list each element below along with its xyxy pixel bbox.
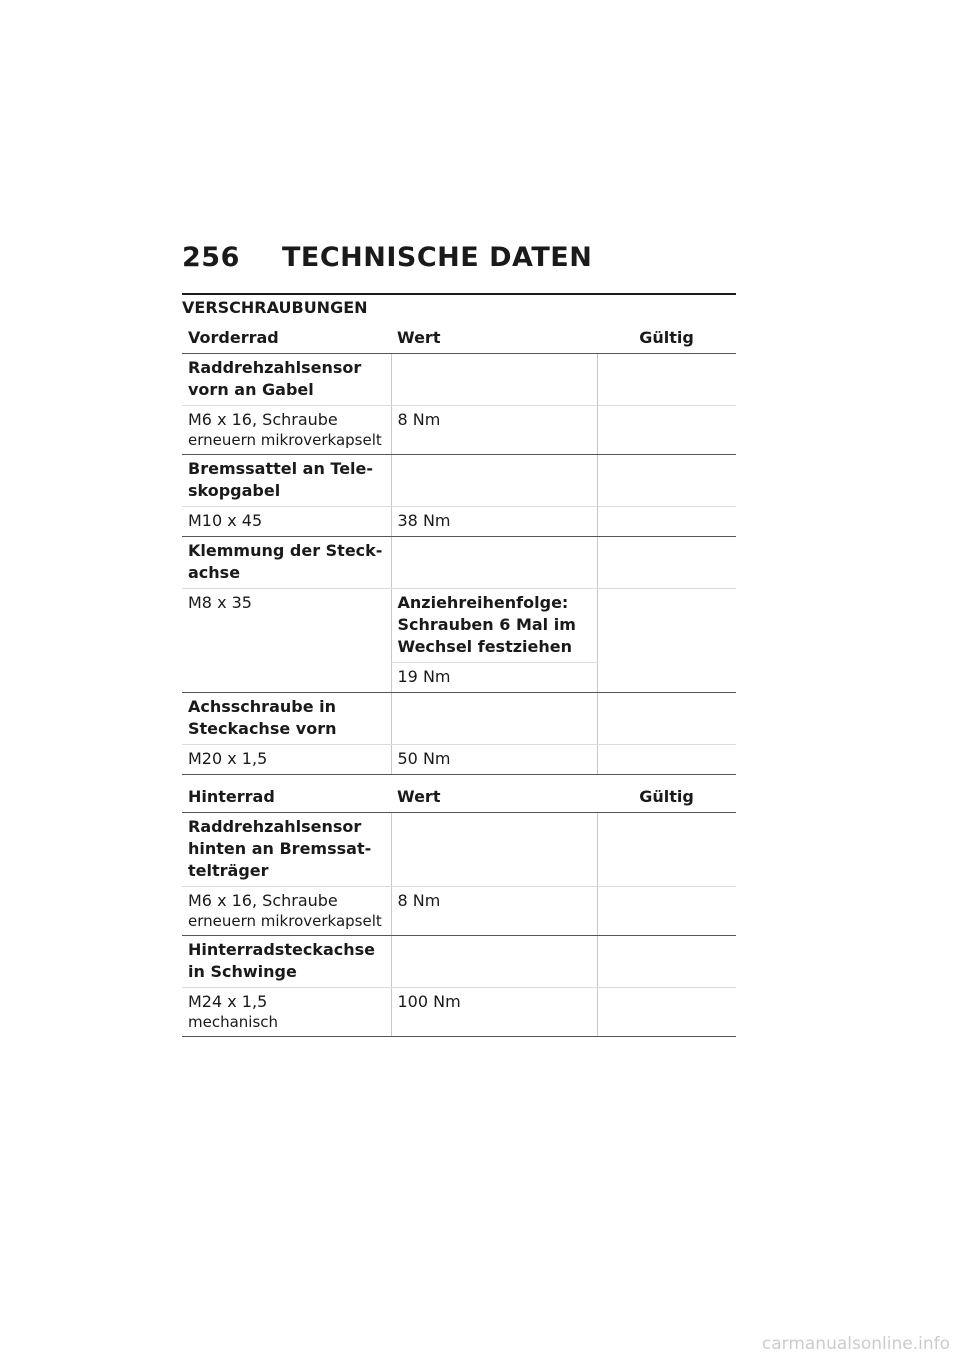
screw-spec: M24 x 1,5: [188, 992, 268, 1011]
spec-cell: [182, 887, 391, 936]
value-cell: [391, 537, 597, 589]
column-header-front-wheel: Vorderrad: [182, 323, 391, 354]
component-name: Bremssattel an Tele-skopgabel: [182, 455, 391, 507]
torque-value: 38 Nm: [391, 507, 597, 537]
value-cell: [391, 936, 597, 988]
screw-spec: M6 x 16, Schraube: [188, 891, 338, 910]
table-row: [182, 745, 736, 775]
torque-value: 19 Nm: [391, 663, 597, 693]
page-number: 256: [182, 242, 240, 273]
valid-cell: [597, 406, 736, 455]
table-row: [182, 455, 736, 507]
header-rule: [182, 293, 736, 295]
valid-cell: [597, 589, 736, 693]
torque-value: 8 Nm: [391, 887, 597, 936]
screw-spec: M10 x 45: [182, 507, 391, 537]
chapter-title: TECHNISCHE DATEN: [282, 242, 593, 273]
table-row: [182, 936, 736, 988]
front-wheel-table: [182, 323, 736, 775]
screw-note: erneuern mikroverkapselt: [188, 431, 382, 449]
valid-cell: [597, 693, 736, 745]
valid-cell: [597, 813, 736, 887]
table-row: [182, 406, 736, 455]
table-row: [182, 507, 736, 537]
table-row: [182, 988, 736, 1037]
component-name: Raddrehzahlsensor hinten an Bremssat-telträger: [182, 813, 391, 887]
spec-cell: [182, 406, 391, 455]
screw-spec: M8 x 35: [182, 589, 391, 693]
component-name: Hinterradsteckachse in Schwinge: [182, 936, 391, 988]
valid-cell: [597, 455, 736, 507]
tightening-sequence: Anziehreihenfolge: Schrauben 6 Mal im Wechsel festziehen: [391, 589, 597, 663]
watermark: carmanualsonline.info: [761, 1334, 950, 1354]
table-row: [182, 537, 736, 589]
value-cell: [391, 354, 597, 406]
screw-spec: M6 x 16, Schraube: [188, 410, 338, 429]
table-row: [182, 693, 736, 745]
column-header-value: Wert: [391, 323, 597, 354]
value-cell: [391, 455, 597, 507]
table-header-row: [182, 782, 736, 813]
column-header-valid: Gültig: [597, 323, 736, 354]
table-row: [182, 887, 736, 936]
column-header-value: Wert: [391, 782, 597, 813]
component-name: Raddrehzahlsensor vorn an Gabel: [182, 354, 391, 406]
torque-value: 50 Nm: [391, 745, 597, 775]
rear-wheel-table: [182, 782, 736, 1037]
table-header-row: [182, 323, 736, 354]
table-row: [182, 354, 736, 406]
valid-cell: [597, 507, 736, 537]
table-row: [182, 589, 736, 663]
section-title: VERSCHRAUBUNGEN: [182, 298, 368, 317]
screw-note: mechanisch: [188, 1013, 279, 1031]
spec-cell: [182, 988, 391, 1037]
valid-cell: [597, 354, 736, 406]
value-cell: [391, 693, 597, 745]
value-cell: [391, 813, 597, 887]
torque-value: 8 Nm: [391, 406, 597, 455]
torque-value: 100 Nm: [391, 988, 597, 1037]
valid-cell: [597, 887, 736, 936]
page-header: [182, 242, 592, 282]
valid-cell: [597, 988, 736, 1037]
valid-cell: [597, 745, 736, 775]
component-name: Achsschraube in Steckachse vorn: [182, 693, 391, 745]
column-header-rear-wheel: Hinterrad: [182, 782, 391, 813]
table-row: [182, 813, 736, 887]
screw-note: erneuern mikroverkapselt: [188, 912, 382, 930]
valid-cell: [597, 936, 736, 988]
valid-cell: [597, 537, 736, 589]
screw-spec: M20 x 1,5: [182, 745, 391, 775]
component-name: Klemmung der Steck-achse: [182, 537, 391, 589]
column-header-valid: Gültig: [597, 782, 736, 813]
